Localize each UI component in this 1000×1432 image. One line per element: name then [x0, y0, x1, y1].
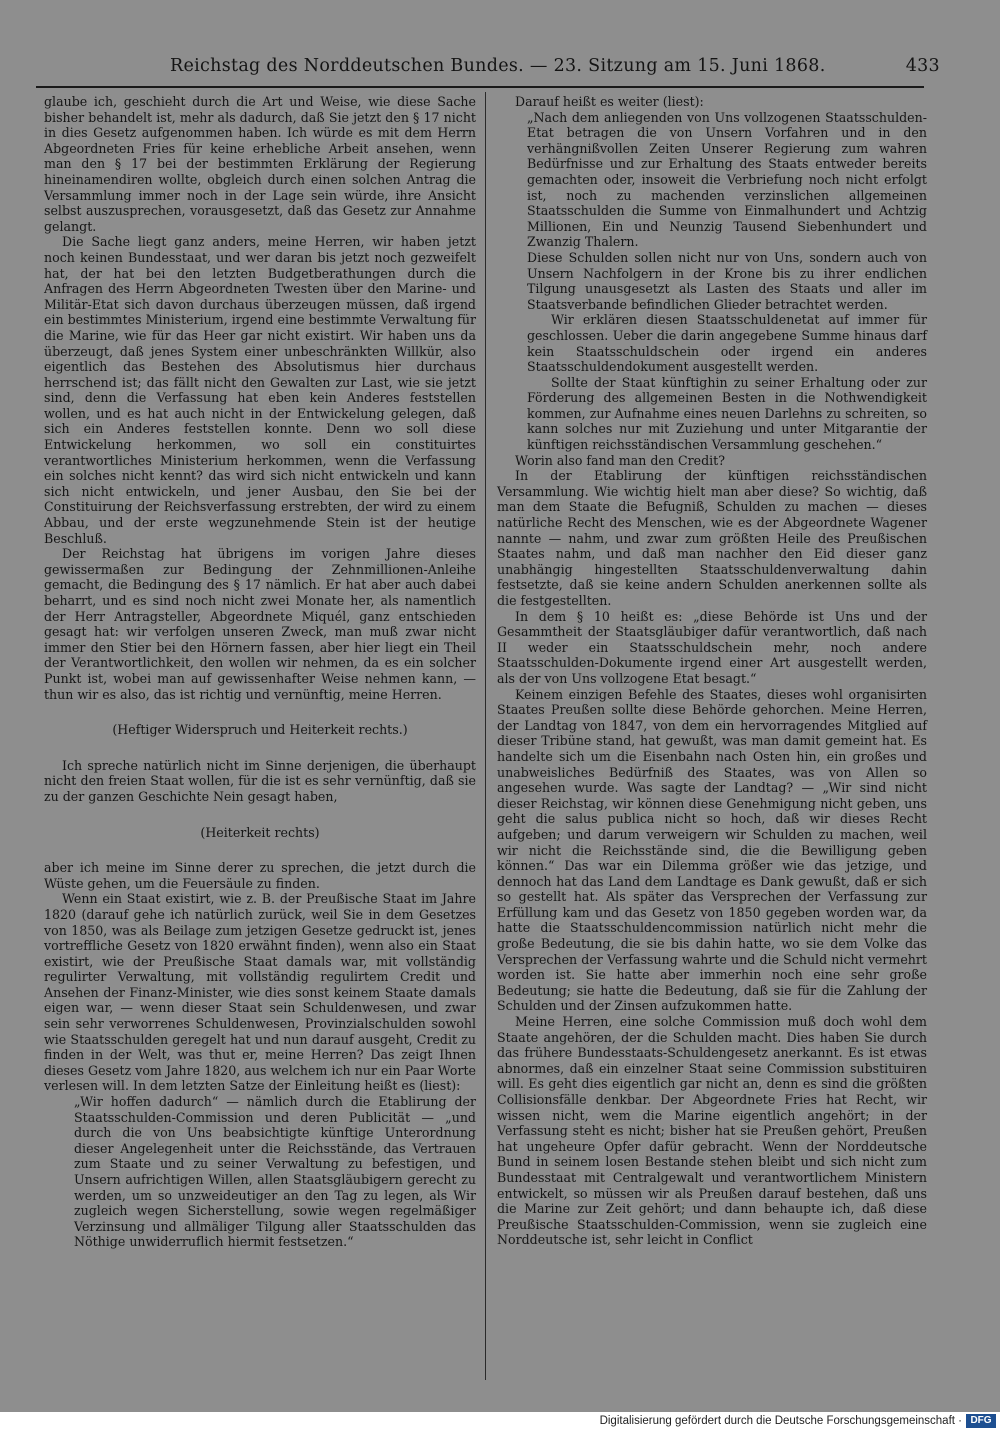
page-number: 433	[905, 56, 940, 76]
quoted-paragraph: Wir erklären diesen Staatsschuldenetat auf immer für geschlossen. Ueber die darin angegebene Summe hinaus darf kein Staatsschuldschein oder irgend ein anderes Staatsschuldendokument ausgestellt werden.	[527, 312, 927, 375]
header-title: Reichstag des Norddeutschen Bundes. — 23. Sitzung am 15. Juni 1868.	[170, 56, 826, 76]
footer-bar	[0, 1412, 1000, 1432]
paragraph: Keinem einzigen Befehle des Staates, dieses wohl organisirten Staates Preußen sollte diese Behörde gehorchen. Meine Herren, der Landtag von 1847, von dem ein hervorragendes Mitglied auf dieser Tribüne stand, hat gewußt, was man damit gemeint hat. Es handelte sich um die Eisenbahn nach Osten hin, ein großes und unabweisliches Bedürfniß des Staates, was von Allen so angesehen wurde. Was sagte der Landtag? — „Wir sind nicht dieser Reichstag, wir können diese Genehmigung nicht geben, uns geht die salus publica nicht so hoch, daß wir dieses Recht aufgeben; und darum verweigern wir Schulden zu machen, weil wir nicht die Reichsstände sind, die die Bewilligung geben können.“ Das war ein Dilemma größer wie das jetzige, und dennoch hat das Land dem Landtage es Dank gewußt, daß er sich so gestellt hat. Als später das Versprechen der Verfassung zur Erfüllung kam und das Gesetz von 1850 gegeben worden war, da hatte die Staatsschuldencommission natürlich nicht mehr die große Bedeutung, die sie bis dahin hatte, wo sie dem Volke das Versprechen der Verfassung wahrte und die Schuld nicht vermehrt worden ist. Sie hatte aber immerhin noch eine sehr große Bedeutung; sie hatte die Bedeutung, daß sie für die Zahlung der Schulden und der Zinsen aufzukommen hatte.	[497, 686, 927, 1014]
paragraph: In dem § 10 heißt es: „diese Behörde ist Uns und der Gesammtheit der Staatsgläubiger dafür verantwortlich, daß nach II weder ein Staatsschuldschein mehr, noch andere Staatsschulden-Dokumente irgend einer Art ausgestellt werden, als der von Uns vollzogene Etat besagt.“	[497, 608, 927, 686]
left-column	[44, 94, 476, 1250]
dfg-logo: DFG	[966, 1414, 996, 1428]
paragraph: Worin also fand man den Credit?	[515, 452, 725, 468]
right-column	[497, 94, 927, 1248]
quoted-paragraph: „Wir hoffen dadurch“ — nämlich durch die Etablirung der Staatsschulden-Commission und deren Publicität — „und durch die von Uns beabsichtigte künftige Unterordnung dieser Angelegenheit unter die Reichsstände, das Vertrauen zum Staate und zu seiner Verwaltung zu befestigen, und Unsern aufrichtigen Willen, allen Staatsgläubigern gerecht zu werden, um so unzweideutiger an den Tag zu legen, als Wir zugleich wegen Sicherstellung, sowie wegen regelmäßiger Verzinsung und allmäliger Tilgung aller Staatsschulden das Nöthige unwiderruflich hiermit festsetzen.“	[74, 1094, 476, 1250]
footer-credit: Digitalisierung gefördert durch die Deutsche Forschungsgemeinschaft ·	[599, 1415, 962, 1427]
header-rule	[36, 86, 924, 88]
stage-direction: (Heftiger Widerspruch und Heiterkeit rechts.)	[112, 722, 408, 738]
paragraph: Die Sache liegt ganz anders, meine Herren, wir haben jetzt noch keinen Bundesstaat, und wer daran bis jetzt noch gezweifelt hat, der hat bei den letzten Budgetberathungen durch die Anfragen des Herrn Abgeordneten Twesten über den Marine- und Militär-Etat sich davon durchaus überzeugen müssen, daß irgend ein bestimmtes Ministerium, irgend eine bestimmte Verwaltung für die Marine, wie für das Heer gar nicht existirt. Wir haben uns da überzeugt, daß jenes System einer unbeschränkten Willkür, also eigentlich das Bestehen des Absolutismus hier durchaus herrschend ist; das fällt nicht den Gewalten zur Last, wie sie jetzt sind, denn die Verfassung hat eben kein Anderes feststellen wollen, und es hat auch nicht in der Entwickelung gelegen, daß sich ein Anderes feststellen konnte. Denn wo soll diese Entwickelung herkommen, wo soll ein constituirtes verantwortliches Ministerium herkommen, wenn die Verfassung ein solches nicht kennt? das wird sich nicht entwickeln und kann sich nicht entwickeln, und jener Ausbau, den Sie bei der Constituirung der Reichsverfassung erstrebten, der wird zu einem Abbau, und der erste wegzunehmende Stein ist der heutige Beschluß.	[44, 234, 476, 546]
paragraph: Darauf heißt es weiter (liest):	[515, 94, 704, 109]
paragraph: aber ich meine im Sinne derer zu sprechen, die jetzt durch die Wüste gehen, um die Feuersäule zu finden.	[44, 860, 476, 891]
quoted-paragraph: Sollte der Staat künftighin zu seiner Erhaltung oder zur Förderung des allgemeinen Besten in die Nothwendigkeit kommen, zur Aufnahme eines neuen Darlehns zu schreiten, so kann solches nur mit Zuziehung und unter Mitgarantie der künftigen reichsständischen Versammlung geschehen.“	[527, 374, 927, 453]
stage-direction: (Heiterkeit rechts)	[200, 824, 320, 840]
paragraph: Wenn ein Staat existirt, wie z. B. der Preußische Staat im Jahre 1820 (darauf gehe ich natürlich zurück, weil Sie in dem Gesetzes von 1850, was als Beilage zum jetzigen Gesetze gedruckt ist, jenes vortreffliche Gesetz von 1820 erwähnt finden), wenn also ein Staat existirt, wie der Preußische Staat damals war, mit vollständig regulirter Verwaltung, mit vollständig regulirtem Credit und Ansehen der Finanz-Minister, wie dies sonst keinem Staate damals eigen war, — wenn dieser Staat sein Schuldenwesen, und zwar sein sehr verworrenes Schuldenwesen, Provinzialschulden sowohl wie Staatsschulden geregelt hat und nun darauf ausgeht, Credit zu finden in der Welt, was thut er, meine Herren? Das zeigt Ihnen dieses Gesetz vom Jahre 1820, aus welchem ich nur ein Paar Worte verlesen will. In dem letzten Satze der Einleitung heißt es (liest):	[44, 891, 476, 1094]
column-divider	[485, 92, 486, 1380]
paragraph: Ich spreche natürlich nicht im Sinne derjenigen, die überhaupt nicht den freien Staat wollen, für die ist es sehr vernünftig, daß sie zu der ganzen Geschichte Nein gesagt haben,	[44, 757, 476, 804]
paragraph: Der Reichstag hat übrigens im vorigen Jahre dieses gewissermaßen zur Bedingung der Zehnmillionen-Anleihe gemacht, die Bedingung des § 17 nämlich. Er hat aber auch dabei beharrt, und es sind noch nicht zwei Monate her, als namentlich der Herr Antragsteller, Abgeordnete Miquél, ganz entschieden gesagt hat: wir verfolgen unseren Zweck, man muß zwar nicht immer den Stier bei den Hörnern fassen, aber hier liegt ein Theil der Verantwortlichkeit, den wollen wir nehmen, da es ein solcher Punkt ist, wobei man auf gewissenhafter Weise nehmen kann, — thun wir es also, das ist richtig und vernünftig, meine Herren.	[44, 546, 476, 702]
paragraph: glaube ich, geschieht durch die Art und Weise, wie diese Sache bisher behandelt ist, mehr als dadurch, daß Sie jetzt den § 17 nicht in dies Gesetz aufgenommen haben. Ich würde es mit dem Herrn Abgeordneten Fries für keine erhebliche Arbeit ansehen, wenn man den § 17 bei der bestimmten Erklärung der Regierung hineinamendiren wollte, obgleich durch einen solchen Antrag die Versammlung immer noch in der Lage sein würde, ihre Ansicht selbst auszusprechen, vorausgesetzt, daß das Gesetz zur Annahme gelangt.	[44, 94, 476, 234]
quoted-paragraph: „Nach dem anliegenden von Uns vollzogenen Staatsschulden-Etat betragen die von Unsern Vorfahren und in den verhängnißvollen Zeiten Unserer Regierung zum wahren Bedürfnisse und zur Erhaltung des Staats entweder bereits gemachten oder, insoweit die Verbriefung noch nicht erfolgt ist, noch zu machenden verzinslichen allgemeinen Staatsschulden die Summe von Einmalhundert und Achtzig Millionen, Ein und Neunzig Tausend Siebenhundert und Zwanzig Thalern.	[527, 109, 927, 250]
paragraph: Meine Herren, eine solche Commission muß doch wohl dem Staate angehören, der die Schulden macht. Dies haben Sie durch das frühere Bundesstaats-Schuldengesetz anerkannt. Es ist etwas abnormes, daß ein einzelner Staat seine Commission substituiren will. Es geht dies eigentlich gar nicht an, denn es sind die größten Collisionsfälle denkbar. Der Abgeordnete Fries hat Recht, wir wissen nicht, wem die Marine eigentlich angehört; in der Verfassung steht es nicht; bisher hat sie Preußen gehört, Preußen hat ungeheure Opfer dafür gebracht. Wenn der Norddeutsche Bund in seinem losen Bestande stehen bleibt und sich nicht zum Bundesstaat mit Centralgewalt und verantwortlichem Ministern entwickelt, so müssen wir als Preußen darauf bestehen, daß uns die Marine zur Zeit gehört; und dann behaupte ich, daß diese Preußische Staatsschulden-Commission, wenn sie zugleich eine Norddeutsche ist, sehr leicht in Conflict	[497, 1014, 927, 1248]
quoted-paragraph: Diese Schulden sollen nicht nur von Uns, sondern auch von Unsern Nachfolgern in der Krone bis zu ihrer endlichen Tilgung unausgesetzt als Lasten des Staats und aller im Staatsverbande befindlichen Glieder betrachtet werden.	[527, 249, 927, 312]
running-header	[170, 56, 940, 84]
paragraph: In der Etablirung der künftigen reichsständischen Versammlung. Wie wichtig hielt man aber diese? So wichtig, daß man dem Staate die Befugniß, Schulden zu machen — dieses natürliche Recht des Menschen, wie es der Abgeordnete Wagener nannte — nahm, und zwar zum größten Heile des Preußischen Staates nahm, und daß man nachher den Eid dieser ganz unabhängig hingestellten Staatsschuldenverwaltung dahin festsetzte, daß sie keine andern Schulden anerkennen sollte als die festgestellten.	[497, 468, 927, 608]
